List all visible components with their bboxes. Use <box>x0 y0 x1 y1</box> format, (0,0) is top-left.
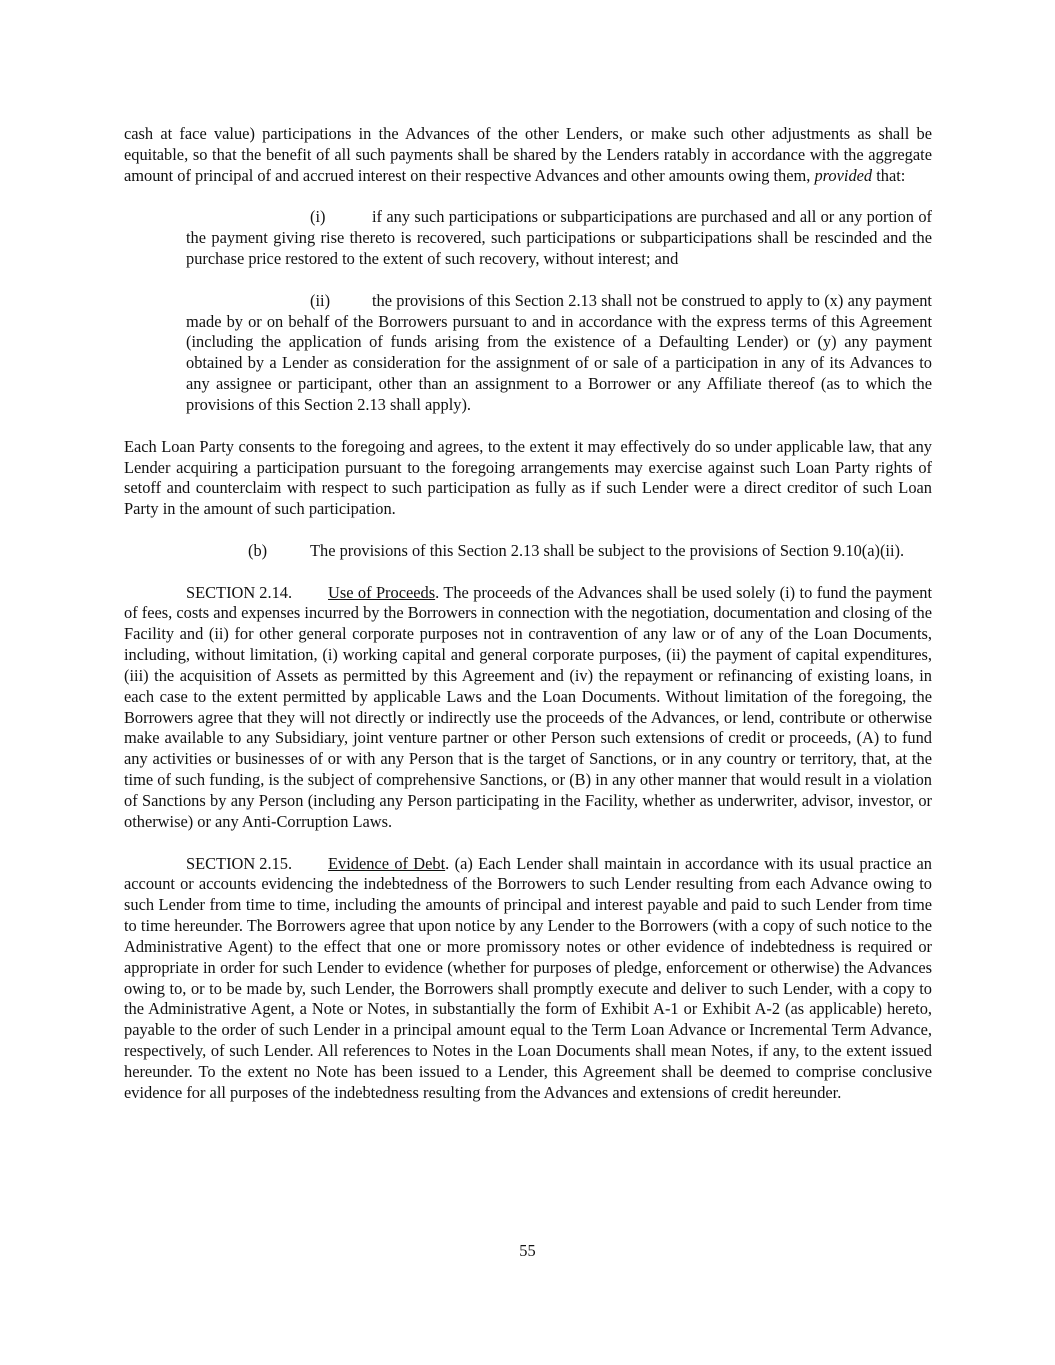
intro-paragraph: cash at face value) participations in the Advances of the other Lenders, or make such other adjustments as shall be equitable, so that the benefit of all such payments shall be shared by the Lenders ratably in accordance with the aggregate amount of principal of and accrued interest on their respective Advances and other amounts owing them, provided that: <box>124 124 932 185</box>
section-2-14 <box>124 583 932 833</box>
clause-i-text: if any such participations or subparticipations are purchased and all or any portion of the payment giving rise thereto is recovered, such participations or subparticipations shall be rescinded and the purchase price restored to the extent of such recovery, without interest; and <box>186 207 932 269</box>
clause-b <box>124 541 932 562</box>
clause-b-text: The provisions of this Section 2.13 shall be subject to the provisions of Section 9.10(a)(ii). <box>310 540 905 560</box>
clause-ii-text: the provisions of this Section 2.13 shall not be construed to apply to (x) any payment made by or on behalf of the Borrowers pursuant to and in accordance with the express terms of this Agreement (including the application of funds arising from the existence of a Defaulting Lender) or (y) any payment obtained by a Lender as consideration for the assignment of or sale of a participation in any of its Advances to any assignee or participant, other than an assignment to a Borrower or any Affiliate thereof (as to which the provisions of this Section 2.13 shall apply). <box>186 290 932 414</box>
section-2-14-number: SECTION 2.14. <box>186 582 293 602</box>
section-2-15 <box>124 854 932 1104</box>
clause-i <box>124 207 932 270</box>
clause-i-label: (i) <box>310 207 326 227</box>
clause-b-label: (b) <box>248 540 268 560</box>
clause-ii <box>124 291 932 416</box>
page-number: 55 <box>519 1241 536 1260</box>
clause-ii-label: (ii) <box>310 290 331 310</box>
section-2-15-number: SECTION 2.15. <box>186 853 293 873</box>
document-page <box>124 124 932 1104</box>
section-2-15-title: Evidence of Debt <box>328 853 446 873</box>
provided-term: provided <box>814 165 873 185</box>
consent-paragraph: Each Loan Party consents to the foregoing and agrees, to the extent it may effectively do so under applicable law, that any Lender acquiring a participation pursuant to the foregoing arrangements may exercise against such Loan Party rights of setoff and counterclaim with respect to such participation as fully as if such Lender were a direct creditor of such Loan Party in the amount of such participation. <box>124 436 932 519</box>
section-2-15-text: . (a) Each Lender shall maintain in accordance with its usual practice an account or accounts evidencing the indebtedness of the Borrowers to such Lender resulting from each Advance owing to such Lender from time to time, including the amounts of principal and interest payable and paid to such Lender from time to time hereunder. The Borrowers agree that upon notice by any Lender to the Borrowers (with a copy of such notice to the Administrative Agent) to the effect that one or more promissory notes or other evidence of indebtedness is required or appropriate in order for such Lender to evidence (whether for purposes of pledge, enforcement or otherwise) the Advances owing to, or to be made by, such Lender, the Borrowers shall promptly execute and deliver to such Lender, with a copy to the Administrative Agent, a Note or Notes, in substantially the form of Exhibit A-1 or Exhibit A-2 (as applicable) hereto, payable to the order of such Lender in a principal amount equal to the Term Loan Advance or Incremental Term Advance, respectively, of such Lender. All references to Notes in the Loan Documents shall mean Notes, if any, to the extent issued hereunder. To the extent no Note has been issued to a Lender, this Agreement shall be deemed to comprise conclusive evidence for all purposes of the indebtedness resulting from the Advances and extensions of credit hereunder. <box>124 853 932 1102</box>
section-2-14-text: . The proceeds of the Advances shall be used solely (i) to fund the payment of fees, costs and expenses incurred by the Borrowers in connection with the negotiation, documentation and closing of the Facility and (ii) for other general corporate purposes not in contravention of any law or of any of the Loan Documents, including, without limitation, (i) working capital and general corporate purposes, (ii) the payment of capital expenditures, (iii) the acquisition of Assets as permitted by this Agreement and (iv) the repayment or refinancing of existing loans, in each case to the extent permitted by applicable Laws and the Loan Documents. Without limitation of the foregoing, the Borrowers agree that they will not directly or indirectly use the proceeds of the Advances, or lend, contribute or otherwise make available to any Subsidiary, joint venture partner or other Person such extensions of credit or proceeds, (A) to fund any activities or businesses of or with any Person that is the target of Sanctions, or in any country or territory, that, at the time of such funding, is the subject of comprehensive Sanctions, or (B) in any other manner that would result in a violation of Sanctions by any Person (including any Person participating in the Facility, whether as underwriter, advisor, investor, or otherwise) or any Anti-Corruption Laws. <box>124 582 932 831</box>
section-2-14-title: Use of Proceeds <box>328 582 436 602</box>
